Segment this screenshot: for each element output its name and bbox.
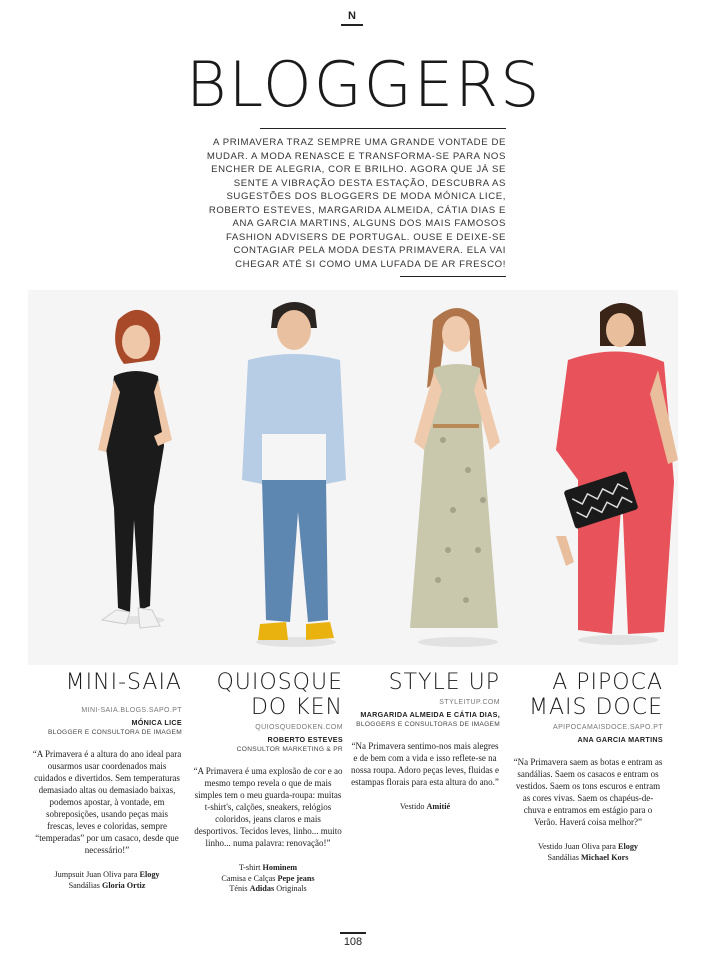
outfit-credits bbox=[513, 842, 663, 863]
blog-url[interactable]: MINI-SAIA.BLOGS.SAPO.PT bbox=[81, 707, 182, 714]
blogger-role: BLOGGERS E CONSULTORAS DE IMAGEM bbox=[356, 721, 500, 728]
section-marker: N bbox=[341, 10, 363, 26]
title-divider bbox=[260, 128, 506, 129]
credit-line: Jumpsuit Juan Oliva para Elogy bbox=[54, 870, 160, 879]
blog-url[interactable]: STYLEITUP.COM bbox=[439, 699, 500, 706]
blogger-role: BLOGGER E CONSULTORA DE IMAGEM bbox=[47, 729, 182, 736]
blogger-name: ANA GARCIA MARTINS bbox=[577, 735, 663, 744]
outfit-credits bbox=[32, 870, 182, 891]
blogger-name: ROBERTO ESTEVES bbox=[267, 735, 343, 744]
blog-heading: A PIPOCA MAIS DOCE bbox=[529, 670, 663, 720]
intro-paragraph: A PRIMAVERA TRAZ SEMPRE UMA GRANDE VONTADE DE MUDAR. A MODA RENASCE E TRANSFORMA-SE PARA NOS ENCHER DE ALEGRIA, COR E BRILHO. AGORA QUE JÁ SE SENTE A VIBRAÇÃO DESTA ESTAÇÃO, DESCUBRA AS SUGESTÕES DOS BLOGGERS DE MODA MÓNICA LICE, ROBERTO ESTEVES, MARGARIDA ALMEIDA, CÁTIA DIAS E ANA GARCIA MARTINS, ALGUNS DOS MAIS FAMOSOS FASHION ADVISERS DE PORTUGAL. OUSE E DEIXE-SE CONTAGIAR PELA MODA DESTA PRIMAVERA. ELA VAI CHEGAR ATÉ SI COMO UMA LUFADA DE AR FRESCO! bbox=[206, 137, 506, 270]
blogger-column-roberto bbox=[193, 670, 343, 895]
credit-line: T-shirt Hominem bbox=[238, 863, 298, 872]
blog-heading: QUIOSQUE DO KEN bbox=[216, 670, 343, 720]
credit-line: Ténis Adidas Originals bbox=[229, 884, 307, 893]
blogger-column-pipoca bbox=[513, 670, 663, 863]
credit-line: Vestido Amitié bbox=[399, 802, 451, 811]
blog-url[interactable]: QUIOSQUEDOKEN.COM bbox=[255, 724, 343, 731]
outfit-credits bbox=[350, 802, 500, 813]
outfit-credits bbox=[193, 863, 343, 895]
blogger-column-monica bbox=[32, 670, 182, 891]
blogger-quote: “A Primavera é a altura do ano ideal para ousarmos usar coordenados mais cuidados e divertidos. Sem temperaturas demasiado altas ou demasiado baixas, podemos apostar, à vontade, em sobreposições, usando peças mais frescas, leves e coloridas, sempre “temperadas” por um casaco, desde que necessário!” bbox=[32, 749, 182, 855]
credit-line: Sandálias Gloria Ortiz bbox=[68, 880, 146, 890]
credit-line: Vestido Juan Oliva para Elogy bbox=[537, 842, 639, 851]
blog-heading: MINI-SAIA bbox=[65, 670, 182, 695]
blogger-quote: “Na Primavera saem as botas e entram as sandálias. Saem os casacos e entram os vestidos. Saem os tons escuros e entram as cores vivas. Saem os chapéus-de-chuva e entramos em estágio para o Verão. Haverá coisa melhor?” bbox=[513, 757, 663, 827]
intro-divider bbox=[400, 276, 506, 277]
blogger-name: MARGARIDA ALMEIDA E CÁTIA DIAS, bbox=[360, 710, 500, 719]
blogger-role: CONSULTOR MARKETING & PR bbox=[236, 746, 343, 753]
credit-line: Camisa e Calças Pepe jeans bbox=[221, 873, 315, 883]
page-number: 108 bbox=[340, 932, 366, 948]
blogger-quote: “Na Primavera sentimo-nos mais alegres e de bem com a vida e isso reflete-se na nossa roupa. Adoro peças leves, fluidas e estampas florais para esta altura do ano.” bbox=[351, 741, 499, 787]
blogger-column-styleup bbox=[350, 670, 500, 813]
blogger-name: MÓNICA LICE bbox=[131, 718, 182, 727]
credit-line: Sandálias Michael Kors bbox=[547, 852, 629, 862]
page-title: BLOGGERS bbox=[186, 48, 542, 121]
blog-heading: STYLE UP bbox=[388, 670, 500, 695]
blog-url[interactable]: APIPOCAMAISDOCE.SAPO.PT bbox=[553, 724, 663, 731]
bloggers-photo bbox=[28, 290, 678, 665]
blogger-quote: “A Primavera é uma explosão de cor e ao mesmo tempo revela o que de mais simples tem o meu guarda-roupa: muitas t-shirt's, calções, sneakers, relógios coloridos, jeans claros e mais desportivos. Tecidos leves, linho... muito linho... numa palavra: renovação!” bbox=[193, 766, 343, 848]
